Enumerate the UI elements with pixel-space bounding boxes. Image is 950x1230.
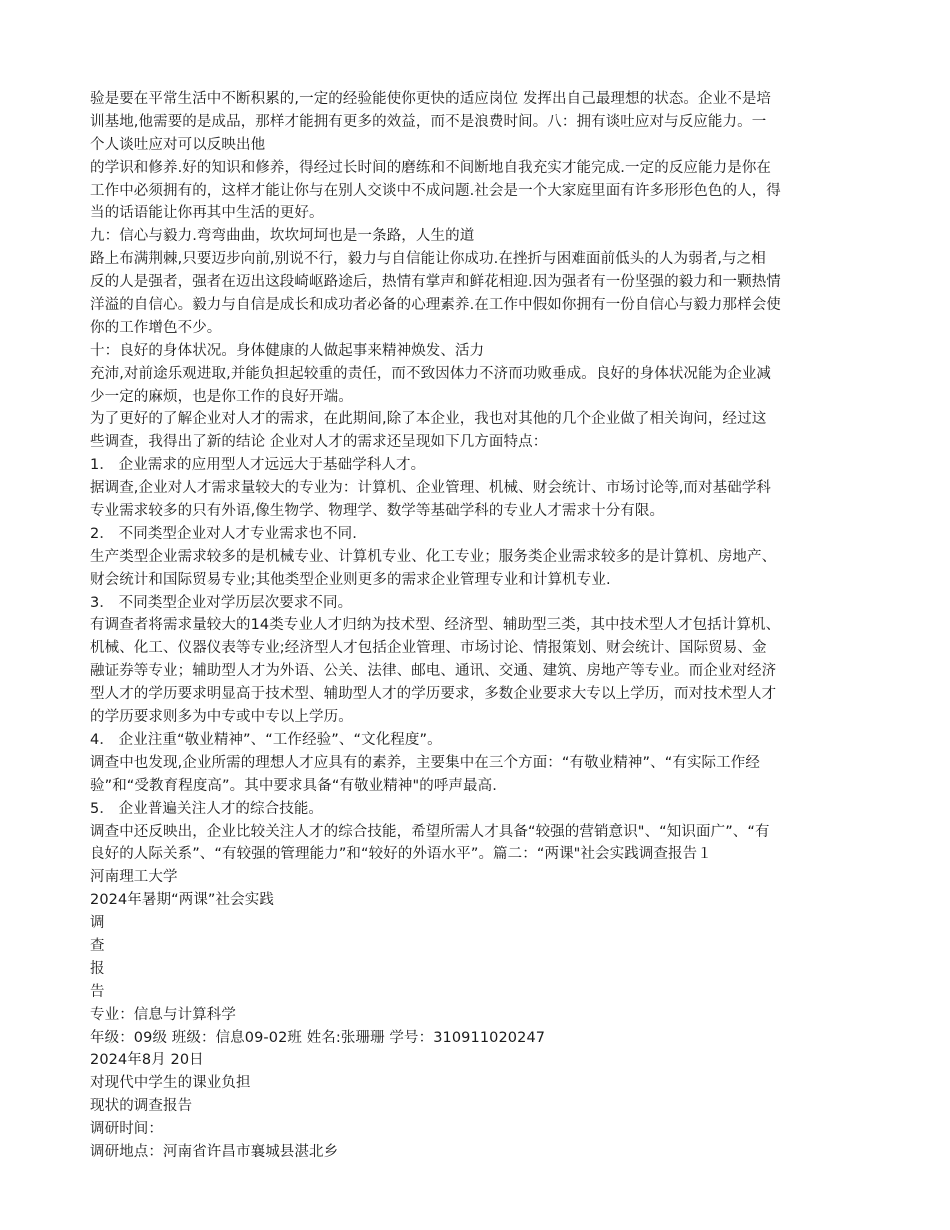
document-line: 当的话语能让你再其中生活的更好。 [90, 205, 324, 222]
document-line: 调查中还反映出，企业比较关注人才的综合技能，希望所需人才具备“较强的营销意识"、“知识面广”、“有 [90, 823, 770, 840]
document-line: 调研时间： [90, 1121, 163, 1138]
document-line: 洋溢的自信心。毅力与自信是成长和成功者必备的心理素养.在工作中假如你拥有一份自信心与毅力那样会使 [90, 297, 781, 314]
document-line: 十：良好的身体状况。身体健康的人做起事来精神焕发、活力 [90, 342, 485, 359]
document-line: 2024年8月 20日 [90, 1052, 204, 1069]
document-line: 5． 企业普遍关注人才的综合技能。 [90, 800, 324, 817]
document-line: 有调查者将需求量较大的14类专业人才归纳为技术型、经济型、辅助型三类，其中技术型人才包括计算机、 [90, 617, 781, 634]
document-line: 的学历要求则多为中专或中专以上学历。 [90, 709, 353, 726]
document-line: 训基地,他需要的是成品，那样才能拥有更多的效益，而不是浪费时间。八：拥有谈吐应对与反应能力。一 [90, 113, 767, 130]
document-line: 反的人是强者，强者在迈出这段崎岖路途后，热情有掌声和鲜花相迎.因为强者有一份坚强的毅力和一颗热情 [90, 274, 781, 291]
document-line: 现状的调查报告 [90, 1098, 193, 1115]
document-line: 融证券等专业；辅助型人才为外语、公关、法律、邮电、通讯、交通、建筑、房地产等专业。而企业对经济 [90, 663, 777, 680]
document-line: 少一定的麻烦，也是你工作的良好开端。 [90, 388, 353, 405]
document-line: 个人谈吐应对可以反映出他 [90, 136, 266, 153]
document-line: 查 [90, 937, 105, 954]
document-line: 型人才的学历要求明显高于技术型、辅助型人才的学历要求，多数企业要求大专以上学历，而对技术型人才 [90, 686, 777, 703]
document-line: 调研地点：河南省许昌市襄城县湛北乡 [90, 1143, 339, 1160]
document-line: 报 [90, 960, 105, 977]
document-line: 1． 企业需求的应用型人才远远大于基础学科人才。 [90, 457, 426, 474]
document-line: 告 [90, 983, 105, 1000]
document-line: 财会统计和国际贸易专业;其他类型企业则更多的需求企业管理专业和计算机专业. [90, 571, 611, 588]
document-line: 验”和“受教育程度高”。其中要求具备“有敬业精神"的呼声最高. [90, 777, 497, 794]
document-line: 对现代中学生的课业负担 [90, 1075, 251, 1092]
document-line: 据调查,企业对人才需求量较大的专业为：计算机、企业管理、机械、财会统计、市场讨论等,而对基础学科 [90, 480, 772, 497]
document-line: 机械、化工、仪器仪表等专业;经济型人才包括企业管理、市场讨论、情报策划、财会统计、国际贸易、金 [90, 640, 767, 657]
document-line: 调 [90, 915, 105, 932]
document-line: 河南理工大学 [90, 869, 178, 886]
document-line: 验是要在平常生活中不断积累的,一定的经验能使你更快的适应岗位 发挥出自己最理想的状态。企业不是培 [90, 91, 772, 107]
document-line: 专业需求较多的只有外语,像生物学、物理学、数学等基础学科的专业人才需求十分有限。 [90, 503, 665, 520]
document-line: 生产类型企业需求较多的是机械专业、计算机专业、化工专业；服务类企业需求较多的是计算机、房地产、 [90, 548, 777, 565]
document-line: 3． 不同类型企业对学历层次要求不同。 [90, 594, 353, 611]
document-line: 调查中也发现,企业所需的理想人才应具有的素养，主要集中在三个方面：“有敬业精神”、“有实际工作经 [90, 754, 760, 771]
document-line: 充沛,对前途乐观进取,并能负担起较重的责任，而不致因体力不济而功败垂成。良好的身体状况能为企业减 [90, 365, 772, 382]
document-line: 的学识和修养.好的知识和修养，得经过长时间的磨练和不间断地自我充实才能完成.一定的反应能力是你在 [90, 159, 772, 176]
document-line: 良好的人际关系”、“有较强的管理能力”和“较好的外语水平”。篇二：“两课"社会实践调查报告１ [90, 846, 712, 863]
document-line: 年级：09级 班级：信息09-02班 姓名:张珊珊 学号：310911020247 [90, 1029, 546, 1046]
document-page [90, 88, 860, 1164]
document-line: 2024年暑期“两课”社会实践 [90, 892, 274, 909]
document-line: 工作中必须拥有的，这样才能让你与在别人交谈中不成问题.社会是一个大家庭里面有许多形形色色的人，得 [90, 182, 781, 199]
document-line: 专业：信息与计算科学 [90, 1006, 236, 1023]
document-line: 为了更好的了解企业对人才的需求，在此期间,除了本企业，我也对其他的几个企业做了相关询问，经过这 [90, 411, 767, 428]
document-line: 九：信心与毅力.弯弯曲曲，坎坎坷坷也是一条路，人生的道 [90, 228, 475, 245]
document-line: 路上布满荆棘,只要迈步向前,别说不行，毅力与自信能让你成功.在挫折与困难面前低头的人为弱者,与之相 [90, 251, 766, 268]
document-line: 2． 不同类型企业对人才专业需求也不同. [90, 525, 357, 542]
document-line: 你的工作增色不少。 [90, 319, 222, 336]
document-line: 4． 企业注重“敬业精神”、“工作经验”、“文化程度”。 [90, 731, 442, 748]
document-line: 些调查，我得出了新的结论 企业对人才的需求还呈现如下几方面特点： [90, 434, 548, 451]
